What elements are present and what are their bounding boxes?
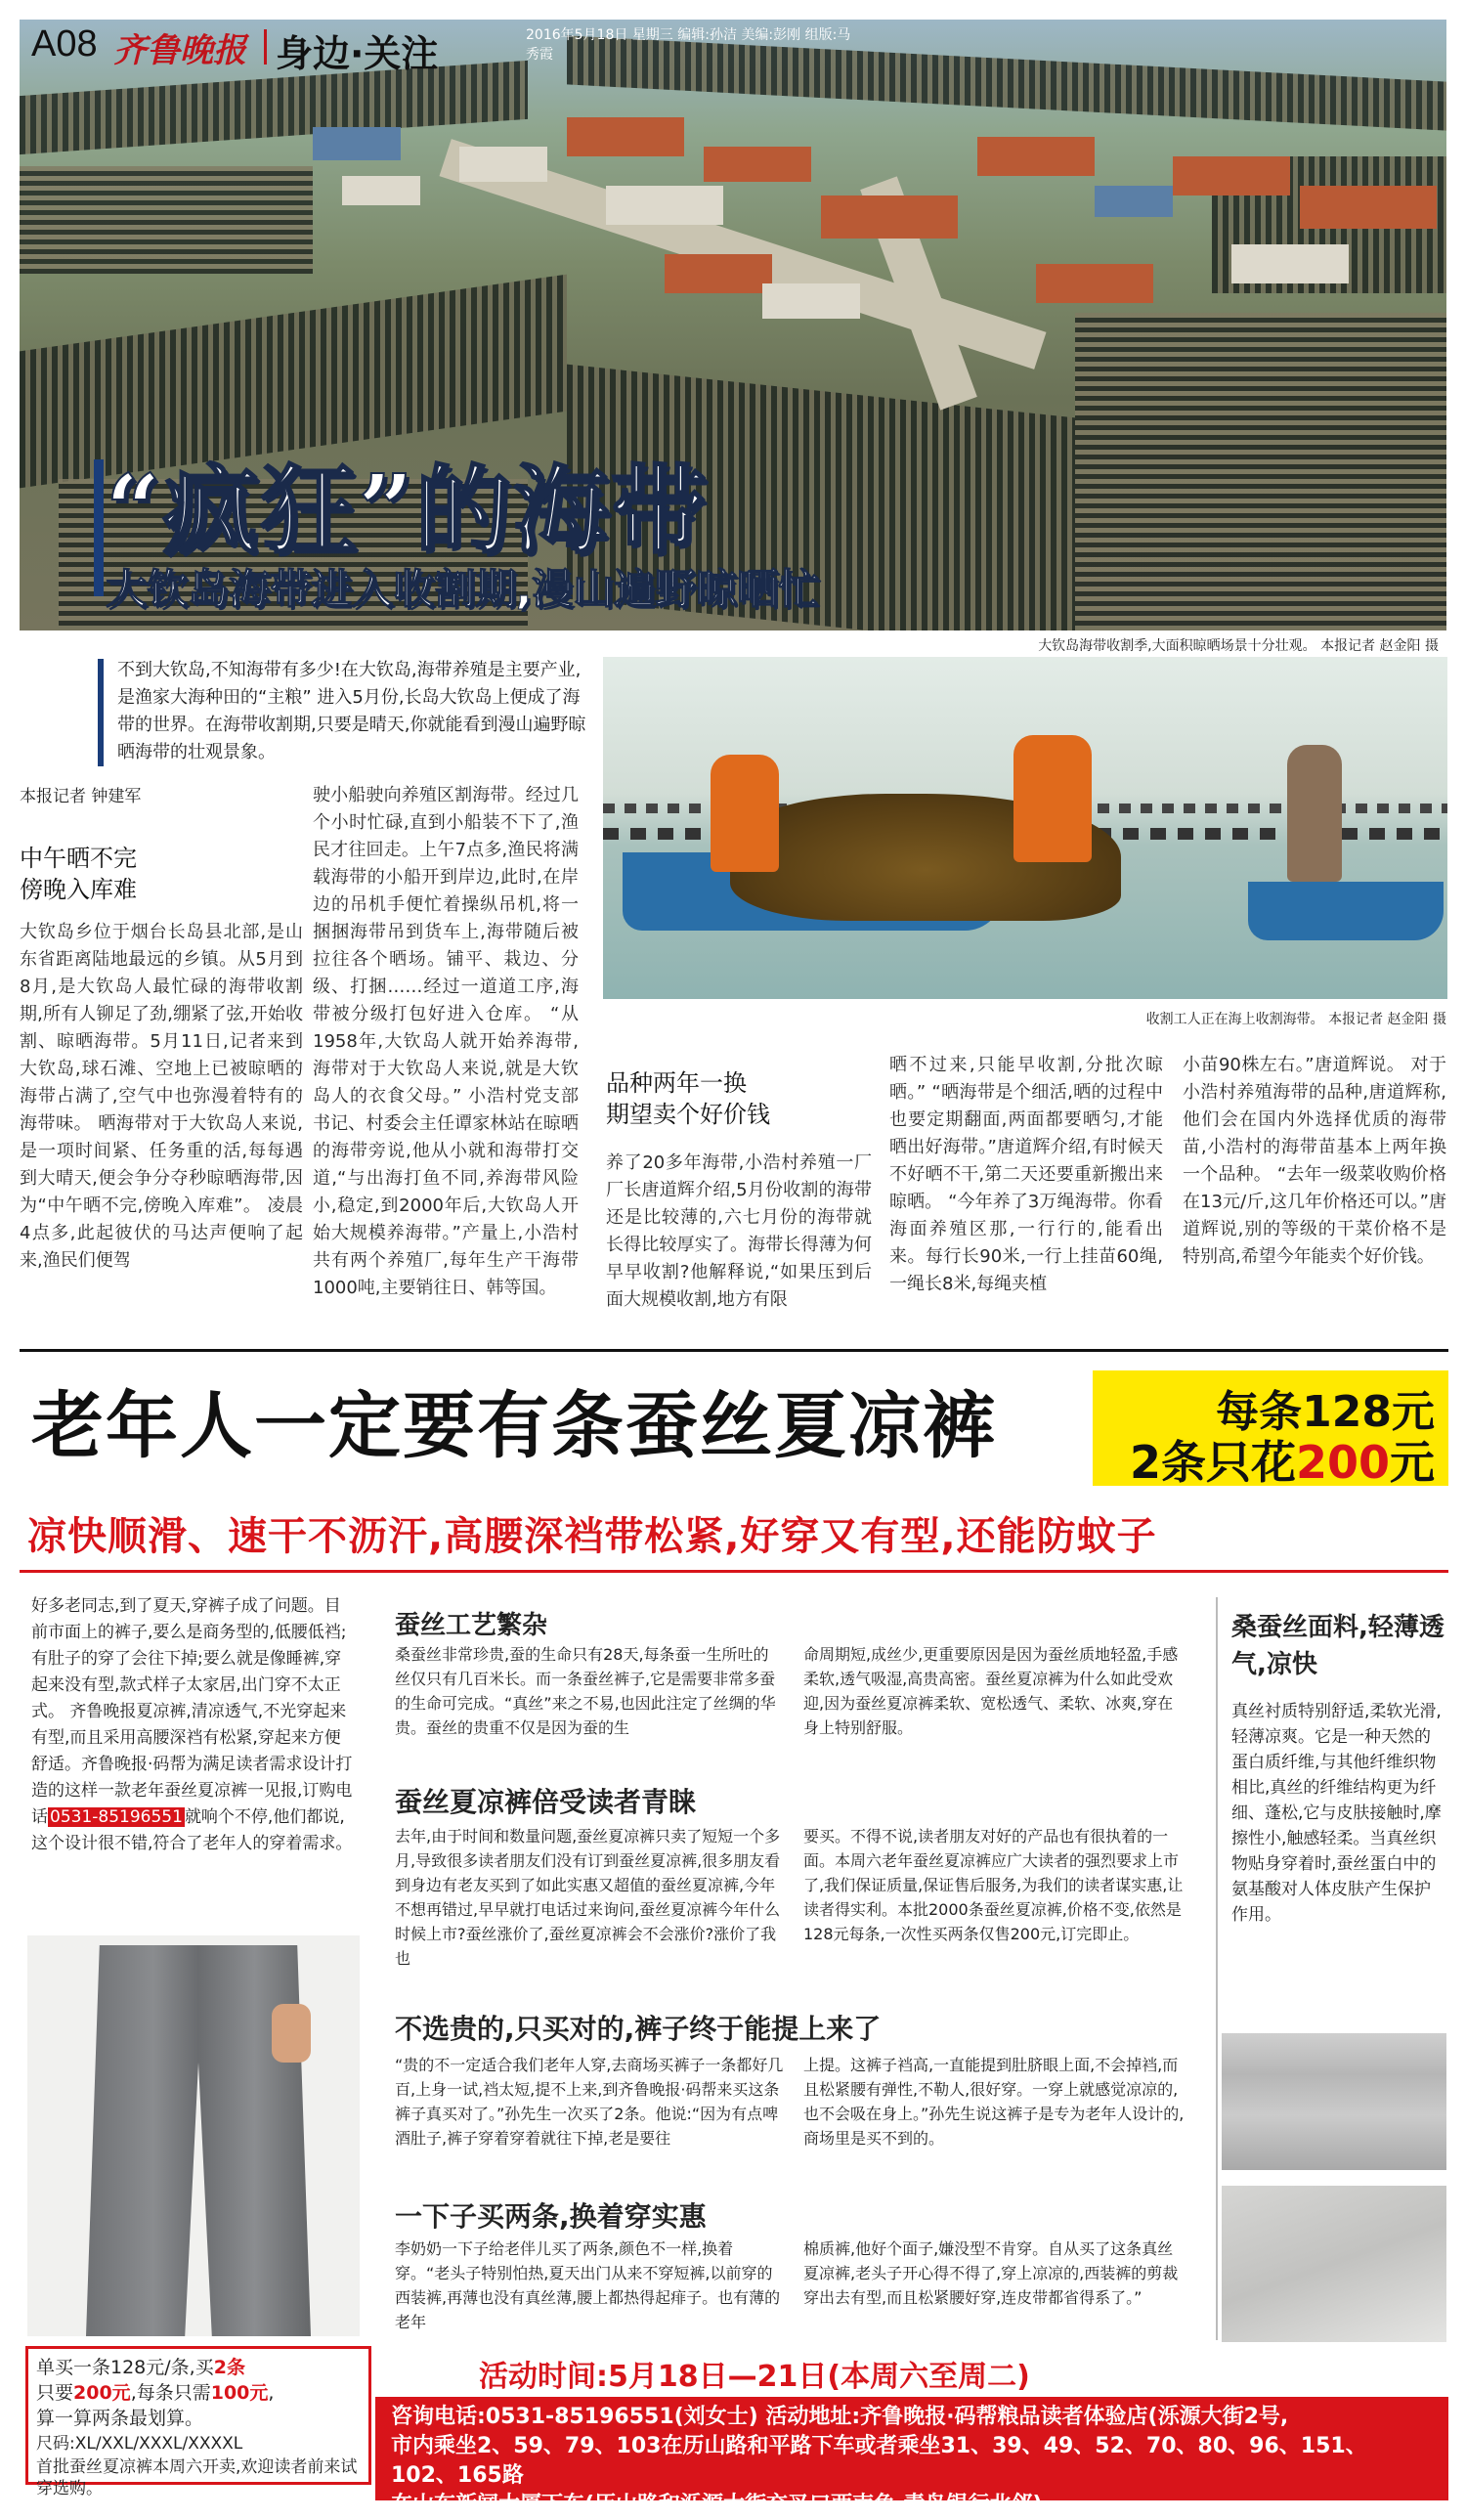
subtitle-line: 中午晒不完 — [20, 845, 137, 872]
subtitle-line: 傍晚入库难 — [20, 876, 137, 903]
hand — [272, 2004, 311, 2063]
event-time: 活动时间:5月18日—21日(本周六至周二) — [479, 2360, 1030, 2394]
hero-caption: 大钦岛海带收割季,大面积晾晒场景十分壮观。 本报记者 赵金阳 摄 — [1038, 638, 1439, 654]
harvest-photo — [603, 657, 1447, 999]
contact-line: 在山东新闻大厦下车(历山路和泺源大街交叉口西南角,青岛银行北邻)。 — [391, 2493, 1064, 2517]
article-column-4: 晒不过来,只能早收割,分批次晾晒。” “晒海带是个细活,晒的过程中也要定期翻面,两面都要晒匀,才能晒出好海带。”唐道辉介绍,有时候天不好晒不干,第二天还要重新搬出来晾晒。 “今年养了3万绳海带。你看海面养殖区那,一行行的,能看出来。每行长90米,一行上挂苗60绳,一绳长8米,每绳夹植 — [889, 1055, 1163, 1294]
page-code: A08 — [31, 23, 98, 65]
silk-title: 桑蚕丝面料,轻薄透气,凉快 — [1231, 1613, 1444, 1679]
article-column-2: 驶小船驶向养殖区割海带。经过几个小时忙碌,直到小船装不下了,渔民才往回走。上午7点多,渔民将满载海带的小船开到岸边,此时,在岸边的吊机手便忙着操纵吊机,将一捆捆海带吊到货车上,海带随后被拉往各个晒场。铺平、栽边、分级、打捆……经过一道道工序,海带被分级打包好进入仓库。 “从1958年,大钦岛人就开始养海带,海带对于大钦岛人来说,就是大钦岛人的衣食父母。” 小浩村党支部书记、村委会主任谭家林站在晾晒的海带旁说,他从小就和海带打交道,“与出海打鱼不同,养海带风险小,稳定,到2000年后,大钦岛人开始大规模养海带。”产量上,小浩村共有两个养殖厂,每年生产干海带1000吨,主要销往日、韩等国。 — [313, 785, 579, 1298]
section-divider — [20, 1349, 1448, 1352]
page-subheadline: 大钦岛海带进入收割期,漫山遍野晾晒忙 — [106, 565, 819, 613]
ad-paragraph: 棉质裤,他好个面子,嫌没型不肯穿。自从买了这条真丝夏凉裤,老头子开心得不得了,穿上凉凉的,西装裤的剪裁穿出去有型,而且松紧腰好穿,连皮带都省得系了。” — [803, 2239, 1179, 2307]
ad-paragraph: 上提。这裤子裆高,一直能提到肚脐眼上面,不会掉裆,而且松紧腰有弹性,不勒人,很好穿。一穿上就感觉凉凉的,也不会吸在身上。”孙先生说这裤子是专为老年人设计的,商场里是买不到的。 — [803, 2056, 1185, 2148]
contact-line: 市内乘坐2、59、79、103在历山路和平路下车或者乘坐31、39、49、52、70、80、96、151、102、165路 — [391, 2434, 1367, 2488]
article-lead: 不到大钦岛,不知海带有多少!在大钦岛,海带养殖是主要产业,是渔家大海种田的“主粮” 进入5月份,长岛大钦岛上便成了海带的世界。在海带收割期,只要是晴天,你就能看到漫山遍野晾晒海带的壮观景象。 — [117, 660, 586, 762]
ad-intro: 好多老同志,到了夏天,穿裤子成了问题。目前市面上的裤子,要么是商务型的,低腰低裆;有肚子的穿了会往下掉;要么就是像睡裤,穿起来没有型,款式样子太家居,出门穿不太正式。 齐鲁晚报夏凉裤,清凉透气,不光穿起来有型,而且采用高腰深裆有松紧,穿起来方便舒适。齐鲁晚报·码帮为满足读者需求设计打造的这样一款老年蚕丝夏凉裤一见报,订购电话 0531-85196551 就响个不停,他们都说,这个设计很不错,符合了老年人的穿着需求。 — [31, 1596, 353, 1853]
order-phone: 0531-85196551 — [50, 1807, 183, 1827]
ad-heading-fit: 不选贵的,只买对的,裤子终于能提上来了 — [395, 2013, 882, 2045]
masthead-meta: 2016年5月18日 星期三 编辑:孙洁 美编:彭刚 组版:马秀霞 — [526, 27, 851, 63]
harvest-photo-caption: 收割工人正在海上收割海带。 本报记者 赵金阳 摄 — [1145, 1012, 1446, 1027]
price-double: 2条只花200元 — [1129, 1436, 1435, 1489]
worker — [1013, 735, 1092, 862]
article-column-5: 小苗90株左右。”唐道辉说。 对于小浩村养殖海带的品种,唐道辉称,他们会在国内外选择优质的海带苗,小浩村的海带苗基本上两年换一个品种。 “去年一级菜收购价格在13元/斤,这几年价格还可以。”唐道辉说,别的等级的干菜价格不是特别高,希望今年能卖个好价钱。 — [1183, 1055, 1446, 1267]
ad-paragraph: “贵的不一定适合我们老年人穿,去商场买裤子一条都好几百,上身一试,裆太短,提不上来,到齐鲁晚报·码帮来买这条裤子真买对了。”孙先生一次买了2条。他说:“因为有点啤酒肚子,裤子穿着穿着就往下掉,老是要往 — [395, 2056, 784, 2148]
ad-paragraph: 去年,由于时间和数量问题,蚕丝夏凉裤只卖了短短一个多月,导致很多读者朋友们没有订到蚕丝夏凉裤,很多朋友看到身边有老友买到了如此实惠又超值的蚕丝夏凉裤,今年不想再错过,早早就打电话过来询问,蚕丝夏凉裤今年什么时候上市?蚕丝涨价了,蚕丝夏凉裤会不会涨价?涨价了我也 — [395, 1827, 781, 1968]
subtitle-line: 期望卖个好价钱 — [606, 1101, 770, 1128]
contact-line: 咨询电话:0531-85196551(刘女士) 活动地址:齐鲁晚报·码帮粮品读者体验店(泺源大街2号, — [391, 2405, 1289, 2429]
pants-shape — [86, 1945, 311, 2336]
silk-description: 真丝衬质特别舒适,柔软光滑,轻薄凉爽。它是一种天然的蛋白质纤维,与其他纤维织物相比,真丝的纤维结构更为纤细、蓬松,它与皮肤接触时,摩擦性小,触感轻柔。当真丝织物贴身穿着时,蚕丝蛋白中的氨基酸对人体皮肤产生保护作用。 — [1231, 1702, 1442, 1925]
pants-photo — [27, 1935, 360, 2336]
worker — [1287, 745, 1342, 882]
paper-logo: 齐鲁晚报 — [113, 31, 246, 70]
ad-heading-craft: 蚕丝工艺繁杂 — [395, 1611, 548, 1640]
boat — [1248, 882, 1444, 940]
headline-accent-bar — [94, 459, 104, 596]
ad-slogan: 凉快顺滑、速干不沥汗,高腰深裆带松紧,好穿又有型,还能防蚊子 — [27, 1514, 1157, 1559]
masthead — [20, 20, 1446, 75]
fabric-photo — [1222, 2033, 1446, 2170]
ad-paragraph: 桑蚕丝非常珍贵,蚕的生命只有28天,每条蚕一生所吐的丝仅只有几百米长。而一条蚕丝裤子,它是需要非常多蚕的生命可完成。“真丝”来之不易,也因此注定了丝绸的华贵。蚕丝的贵重不仅是因为蚕的生 — [395, 1645, 776, 1737]
section-name: 身边·关注 — [276, 32, 439, 75]
promo-box: 单买一条128元/条,买2条 只要200元,每条只需100元, 算一算两条最划算。 尺码:XL/XXL/XXXL/XXXXL 首批蚕丝夏凉裤本周六开卖,欢迎读者前来试穿选购。 — [25, 2346, 371, 2485]
article-subtitle-1 — [20, 843, 293, 905]
ad-paragraph: 命周期短,成丝少,更重要原因是因为蚕丝质地轻盈,手感柔软,透气吸湿,高贵高密。蚕丝夏凉裤为什么如此受欢迎,因为蚕丝夏凉裤柔软、宽松透气、柔软、冰爽,穿在身上特别舒服。 — [803, 1645, 1179, 1737]
article-byline: 本报记者 钟建军 — [20, 787, 142, 806]
contact-bar — [375, 2397, 1448, 2517]
article-column-3: 养了20多年海带,小浩村养殖一厂厂长唐道辉介绍,5月份收割的海带还是比较薄的,六七月份的海带就长得比较厚实了。海带长得薄为何早早收割?他解释说,“如果压到后面大规模收割,地方有限 — [606, 1152, 872, 1310]
fabric-photo — [1222, 2186, 1446, 2342]
masthead-divider — [264, 29, 267, 65]
page-headline: “疯狂”的海带 — [106, 455, 709, 567]
lead-accent-bar — [98, 659, 104, 766]
price-single: 每条128元 — [1216, 1387, 1435, 1437]
article-column-1: 大钦岛乡位于烟台长岛县北部,是山东省距离陆地最远的乡镇。从5月到8月,是大钦岛人最忙碌的海带收割期,所有人铆足了劲,绷紧了弦,开始收割、晾晒海带。5月11日,记者来到大钦岛,球石滩、空地上已被晾晒的海带占满了,空气中也弥漫着特有的海带味。 晒海带对于大钦岛人来说,是一项时间紧、任务重的活,每每遇到大晴天,便会争分夺秒晾晒海带,因为“中午晒不完,傍晚入库难”。 凌晨4点多,此起彼伏的马达声便响了起来,渔民们便驾 — [20, 922, 303, 1271]
ad-title: 老年人一定要有条蚕丝夏凉裤 — [31, 1384, 997, 1468]
ad-divider — [20, 1570, 1448, 1573]
article-subtitle-2 — [606, 1067, 841, 1130]
ad-paragraph: 要买。不得不说,读者朋友对好的产品也有很执着的一面。本周六老年蚕丝夏凉裤应广大读者的强烈要求上市了,我们保证质量,保证售后服务,为我们的读者谋实惠,让读者得实利。本批2000条蚕丝夏凉裤,价格不变,依然是128元每条,一次性买两条仅售200元,订完即止。 — [803, 1827, 1184, 1943]
ad-heading-two-pairs: 一下子买两条,换着穿实惠 — [395, 2200, 707, 2233]
ad-paragraph: 李奶奶一下子给老伴儿买了两条,颜色不一样,换着穿。“老头子特别怕热,夏天出门从来不穿短裤,以前穿的西装裤,再薄也没有真丝薄,腰上都热得起痱子。也有薄的老年 — [395, 2239, 781, 2331]
ad-heading-popular: 蚕丝夏凉裤倍受读者青睐 — [395, 1786, 697, 1818]
subtitle-line: 品种两年一换 — [606, 1069, 747, 1097]
worker — [711, 755, 779, 872]
price-box — [1093, 1370, 1448, 1489]
